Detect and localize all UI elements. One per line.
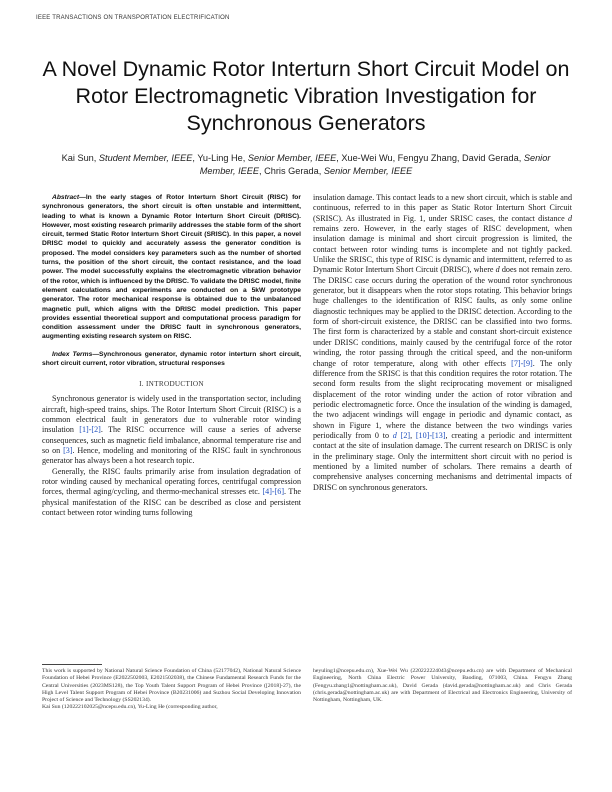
- citation-link[interactable]: [3]: [63, 446, 73, 456]
- paragraph-text: . Hence, modeling and monitoring of the RISC fault in synchronous generator has always been a hot research topic.: [42, 446, 301, 466]
- author-role: Student Member, IEEE: [98, 153, 193, 163]
- running-header: IEEE TRANSACTIONS ON TRANSPORTATION ELECTRIFICATION: [36, 15, 230, 21]
- left-column: [42, 193, 301, 518]
- abstract-label: Abstract: [52, 194, 80, 201]
- abstract-text: —In the early stages of Rotor Interturn Short Circuit (RISC) for synchronous generators, the short circuit is often unstable and intermittent, leading to what is known a Dynamic Rotor Interturn Short Circuit (DRISC). However, most existing research primarily addresses the stable form of the short circuit, termed Static Rotor Interturn Short Circuit (SRISC). In this paper, a novel DRISC model to quickly and accurately assess the generator condition is proposed. The model considers key parameters such as the number of shorted turns, the position of the short circuit, the contact resistance, and the load power. The model successfully explains the electromagnetic vibration behavior of the rotor, which is influenced by the DRISC. To validate the DRISC model, finite element calculations and experiments are conducted on a 5kW prototype generator. The rotor mechanical response is obtained due to the unbalanced magnetic pull, which aligns with the DRISC model prediction. This paper provides essential theoretical support and computational process paradigm for condition assessment under the DRISC fault in synchronous generators, augmenting existing research system on RISC.: [42, 194, 301, 341]
- author-list: [60, 152, 552, 178]
- footnote-funding: This work is supported by National Natural Science Foundation of China (52177042), National Natural Science Foundation of Hebei Province (E2022502003, E2021502038), the Chinese Fundamental Research Funds for the Central Universities (2023MS128), the Top Youth Talent Support Program of Hebei Province ([2018]-27), the High Level Talent Support Program of Hebei Province (B20231006) and Suzhou Social Developing Innovation Project of Science and Technology (SS202134).: [42, 668, 301, 704]
- footnote-divider: [42, 664, 102, 665]
- paragraph-text: Synchronous generator is widely used in the transportation sector, including aircraft, high-speed trains, ships. The Rotor Interturn Short Circuit (RISC) is a common electrical fault in generators due to vulnerable rotor winding insulation: [42, 394, 301, 435]
- footnote-left: [42, 668, 301, 712]
- author-name: , Yu-Ling He,: [192, 153, 248, 163]
- paragraph-text: Generally, the RISC faults primarily arise from insulation degradation of rotor winding caused by mechanical operating forces, centrifugal compression forces, thermal aging/cycling, and thermo-mechanical stresses etc.: [42, 466, 301, 497]
- right-column: [313, 193, 572, 493]
- citation-link[interactable]: [7]-[9]: [511, 358, 533, 368]
- paragraph-text: remains zero. However, in the early stages of RISC development, when insulation damage is minimal and short circuit progression is limited, the contact between rotor winding turns is incomplete and not tightly packed. Unlike the SRISC, this type of RISC is dynamic and intermittent, referred to as Dynamic Rotor Interturn Short Circuit (DRISC), where: [313, 224, 572, 275]
- intro-paragraph-2: [42, 467, 301, 519]
- variable-d: d: [495, 265, 500, 275]
- variable-d: d: [567, 213, 572, 223]
- author-name: Kai Sun,: [61, 153, 99, 163]
- citation-link[interactable]: [10]-[13]: [415, 430, 446, 440]
- paragraph-text: insulation damage. This contact leads to a new short circuit, which is stable and continuous, referred to in this paper as Static Rotor Interturn Short Circuit (SRISC). As illustrated in Fig. 1, under SRISC cases, the contact distance: [313, 193, 572, 223]
- variable-d: d: [392, 430, 397, 440]
- author-name: , Xue-Wei Wu, Fengyu Zhang, David Gerada,: [336, 153, 524, 163]
- paper-title: A Novel Dynamic Rotor Interturn Short Circuit Model on Rotor Electromagnetic Vibration Investigation for Synchronous Generators: [42, 57, 570, 135]
- citation-link[interactable]: [4]-[6]: [262, 487, 285, 497]
- right-paragraph: insulation damage. This contact leads to a new short circuit, which is stable and continuous, referred to in this paper as Static Rotor Interturn Short Circuit (SRISC). As illustrated in Fig. 1, under SRISC cases, the contact distance d remains zero. However, in the early stages of RISC development, when insulation damage is minimal and short circuit progression is limited, the contact between rotor winding turns is incomplete and not tightly packed. Unlike the SRISC, this type of RISC is dynamic and intermittent, referred to as Dynamic Rotor Interturn Short Circuit (DRISC), where d does not remain zero. The DRISC case occurs during the operation of the wound rotor synchronous generator, but it disappears when the rotor stops rotating. This behavior brings huge challenges to the identification of RISC faults, as only some online diagnostic techniques may be applied to the DRISC detection. According to the form of short-circuit existence, the DRISC can be classified into two forms. The first form is characterized by a stable and constant short-circuit existence under DRISC conditions, mainly caused by the centrifugal force of the rotor winding, the rotor passing through the critical speed, and the non-uniform change of rotor temperature, along with other effects [7]-[9]. The only difference from the SRISC is that this condition requires the rotor rotation. The second form results from the slight reciprocating movement or misaligned displacement of the rotor winding under the action of rotor vibration and periodic electromagnetic force. Once the insulation of the winding is damaged, the two adjacent windings will engage in periodic and dynamic contact, as shown in Figure 1, where the distance between the two windings varies periodically from 0 to d [2], [10]-[13], creating a periodic and intermittent contact at the site of insulation damage. The current research on DRISC is only in the preliminary stage. Only the intermittent short circuit with no period is mentioned by a limited number of scholars. There remains a dearth of comprehensive analyses concerning mechanisms and detrimental impacts of DRISC on synchronous generators.: [313, 193, 573, 492]
- author-role: Senior Member, IEEE: [323, 166, 413, 176]
- abstract: [42, 193, 301, 342]
- paragraph-text: does not remain zero. The DRISC case occurs during the operation of the wound rotor synchronous generator, but it disappears when the rotor stops rotating. This behavior brings huge challenges to the identification of RISC faults, as only some online diagnostic techniques may be applied to the DRISC detection. According to the form of short-circuit existence, the DRISC can be classified into two forms. The first form is characterized by a stable and constant short-circuit existence under DRISC conditions, mainly caused by the centrifugal force of the rotor winding, the rotor passing through the critical speed, and the non-uniform change of rotor temperature, along with other effects: [313, 265, 572, 368]
- paragraph-text: , creating a periodic and intermittent contact at the site of insulation damage. The current research on DRISC is only in the preliminary stage. Only the intermittent short circuit with no period is mentioned by a limited number of scholars. There remains a dearth of comprehensive analyses concerning mechanisms and detrimental impacts of DRISC on synchronous generators.: [313, 430, 573, 492]
- footnote-authors: Kai Sun (120222102025@ncepu.edu.cn), Yu-Ling He (corresponding author,: [42, 704, 218, 711]
- paragraph-text: . The physical manifestation of the RISC can be described as close and persistent contact between rotor winding turns following: [42, 487, 301, 518]
- footnote-right: heyuling1@ncepu.edu.cn), Xue-Wei Wu (220222224043@ncepu.edu.cn) are with Department of Mechanical Engineering, North China Electric Power University, Baoding, 071003, China. Fengyu Zhang (Fengyu.zhang1@nottingham.ac.uk), David Gerada (david.gerada@nottingham.ac.uk) and Chris Gerada (chris.gerada@nottingham.ac.uk) are with Department of Electrical and Electronics Engineering, University of Nottingham, Nottingham, UK.: [313, 668, 572, 704]
- paragraph-text: . The only difference from the SRISC is that this condition requires the rotor rotation. The second form results from the slight reciprocating movement or misaligned displacement of the rotor winding under the action of rotor vibration and periodic electromagnetic force. Once the insulation of the winding is damaged, the two adjacent windings will engage in periodic and dynamic contact, as shown in Figure 1, where the distance between the two windings varies periodically from 0 to: [313, 358, 572, 440]
- author-role: Senior Member, IEEE: [199, 153, 551, 176]
- index-terms-label: Index Terms: [52, 350, 93, 358]
- author-role: Senior Member, IEEE: [247, 153, 337, 163]
- section-heading: I. INTRODUCTION: [139, 380, 204, 389]
- paragraph-text: . The RISC occurrence will cause a series of adverse consequences, such as magnetic field imbalance, abnormal temperature rise and so on: [42, 425, 302, 456]
- intro-paragraph-1: [42, 394, 301, 466]
- index-terms-text: —Synchronous generator, dynamic rotor interturn short circuit, short circuit current, rotor vibration, structural responses: [42, 350, 301, 368]
- citation-link[interactable]: [2]: [400, 430, 411, 440]
- citation-link[interactable]: [1]-[2]: [79, 425, 101, 435]
- index-terms: [42, 350, 301, 369]
- author-name: , Chris Gerada,: [259, 166, 324, 176]
